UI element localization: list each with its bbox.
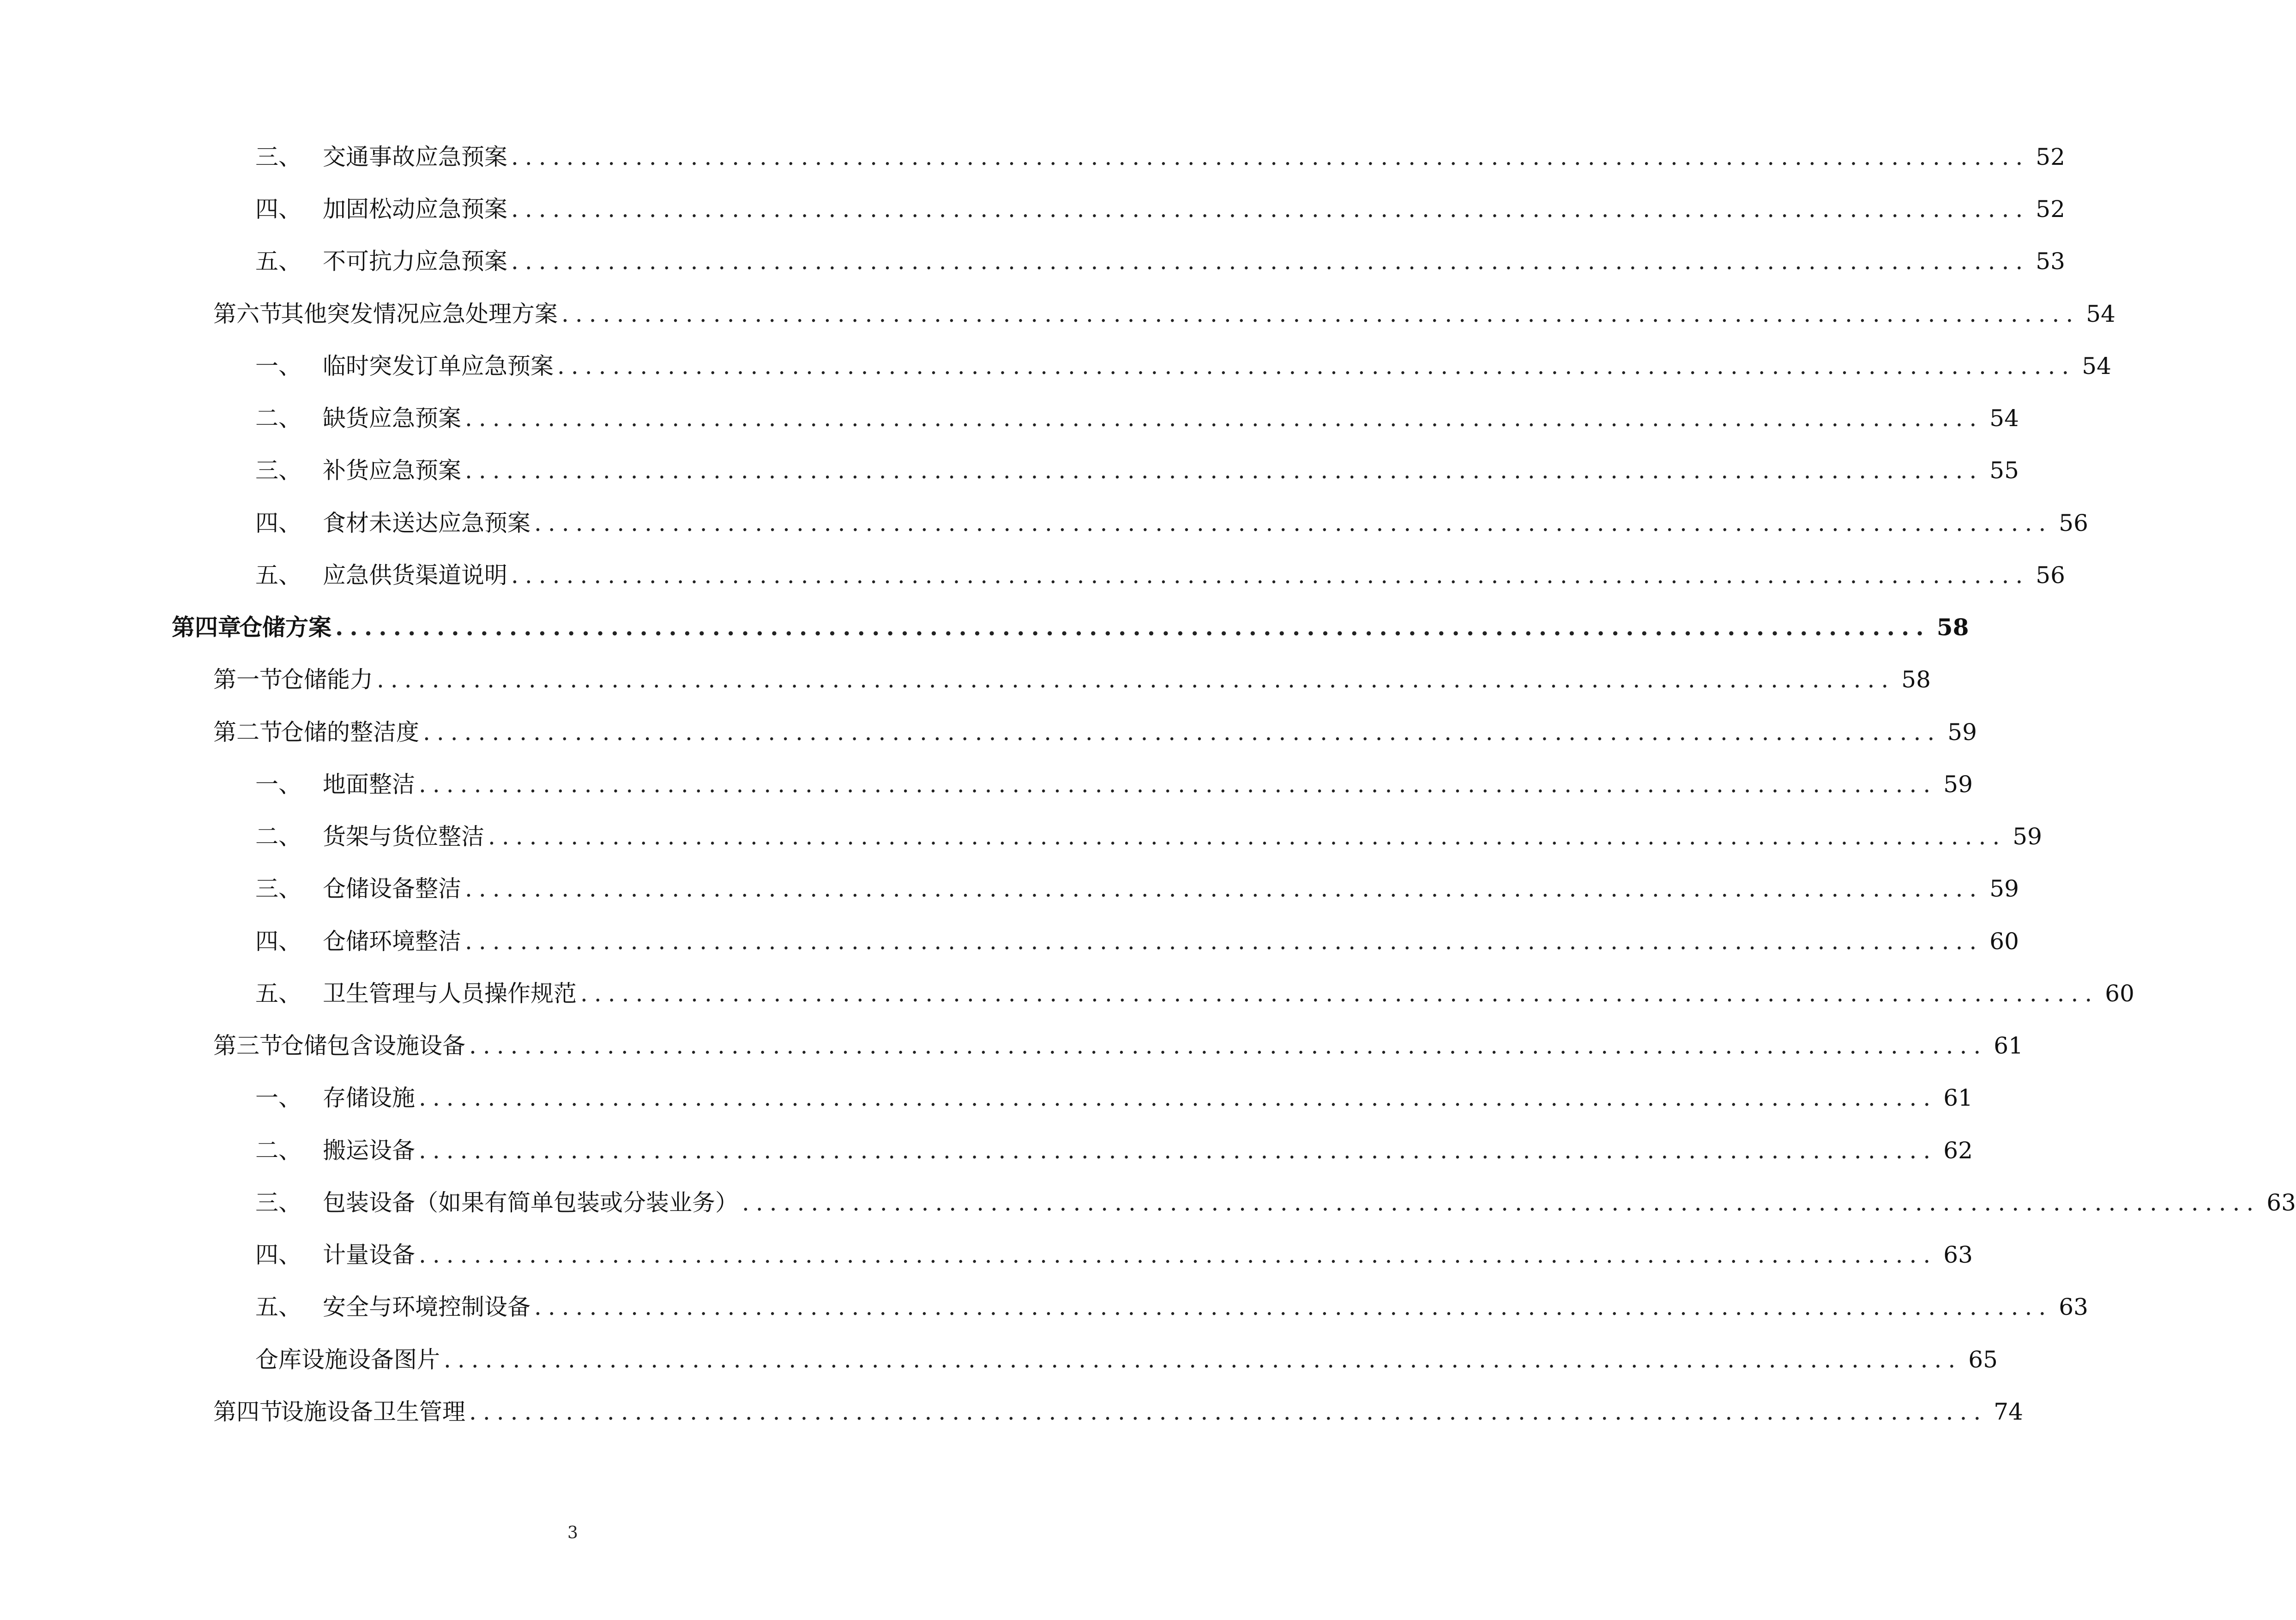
toc-entry-page: 54: [2082, 353, 2111, 379]
toc-entry-number: 第四节: [213, 1398, 283, 1425]
toc-entry-number: 一、: [255, 1084, 301, 1111]
toc-entry[interactable]: [255, 923, 2019, 960]
toc-entry-number: 二、: [255, 405, 301, 432]
toc-entry[interactable]: [213, 661, 1931, 698]
toc-dot-leader: ..............................................................................................................: [465, 405, 1983, 432]
toc-entry-page: 60: [1989, 928, 2019, 955]
toc-entry-number: 五、: [255, 980, 301, 1007]
toc-entry-title: 仓储能力: [281, 666, 373, 693]
toc-entry-title: 安全与环境控制设备: [323, 1294, 530, 1320]
toc-entry-number: 五、: [255, 562, 301, 589]
toc-entry-title: 包装设备（如果有简单包装或分装业务）: [323, 1189, 738, 1216]
toc-entry[interactable]: [255, 1132, 1973, 1169]
toc-entry-page: 63: [1943, 1241, 1973, 1268]
toc-dot-leader: ..............................................................................................................: [488, 823, 2007, 850]
toc-entry-page: 61: [1994, 1032, 2023, 1059]
toc-dot-leader: ..............................................................................................................: [377, 666, 1895, 693]
toc-entry-title: 卫生管理与人员操作规范: [323, 980, 577, 1007]
toc-dot-leader: ..............................................................................................................: [419, 1084, 1937, 1111]
toc-entry-page: 59: [1989, 875, 2019, 902]
toc-entry-title: 计量设备: [323, 1241, 415, 1268]
toc-entry[interactable]: [213, 1027, 2023, 1064]
toc-entry-title: 交通事故应急预案: [323, 144, 507, 170]
toc-entry[interactable]: [255, 818, 2042, 855]
toc-dot-leader: ..............................................................................................................: [511, 144, 2030, 170]
toc-entry-title: 仓储设备整洁: [323, 875, 461, 902]
toc-entry[interactable]: [213, 1393, 2023, 1430]
toc-dot-leader: ..............................................................................................................: [419, 771, 1937, 798]
toc-entry-title: 地面整洁: [323, 771, 415, 798]
toc-entry[interactable]: [255, 243, 2065, 280]
toc-entry-page: 61: [1943, 1084, 1973, 1111]
toc-entry-title: 仓库设施设备图片: [255, 1346, 440, 1373]
toc-entry[interactable]: [255, 400, 2019, 437]
toc-entry-number: 四、: [255, 196, 301, 223]
toc-entry[interactable]: [255, 1341, 1998, 1378]
toc-dot-leader: ..............................................................................................................: [335, 614, 1930, 641]
toc-dot-leader: ..............................................................................................................: [465, 457, 1983, 484]
toc-entry-number: 二、: [255, 1137, 301, 1164]
toc-dot-leader: ..............................................................................................................: [465, 875, 1983, 902]
toc-entry-title: 货架与货位整洁: [323, 823, 484, 850]
toc-entry-page: 59: [1947, 719, 1977, 746]
toc-entry-title: 临时突发订单应急预案: [323, 353, 554, 379]
toc-entry-title: 存储设施: [323, 1084, 415, 1111]
toc-dot-leader: ..............................................................................................................: [444, 1346, 1962, 1373]
toc-entry-page: 65: [1968, 1346, 1998, 1373]
toc-entry-title: 搬运设备: [323, 1137, 415, 1164]
toc-dot-leader: ..............................................................................................................: [511, 562, 2030, 589]
toc-dot-leader: ..............................................................................................................: [511, 248, 2030, 275]
toc-entry-title: 不可抗力应急预案: [323, 248, 507, 275]
toc-dot-leader: ..............................................................................................................: [469, 1398, 1988, 1425]
toc-entry-title: 应急供货渠道说明: [323, 562, 507, 589]
toc-entry-number: 第三节: [213, 1032, 283, 1059]
toc-entry[interactable]: [255, 557, 2065, 594]
toc-entry-page: 52: [2036, 196, 2065, 223]
toc-entry[interactable]: [255, 1079, 1973, 1116]
toc-entry-page: 59: [1943, 771, 1973, 798]
toc-entry-page: 56: [2036, 562, 2065, 589]
toc-entry-title: 加固松动应急预案: [323, 196, 507, 223]
toc-entry-number: 五、: [255, 1294, 301, 1320]
toc-dot-leader: ..............................................................................................................: [469, 1032, 1988, 1059]
toc-dot-leader: ..............................................................................................................: [465, 928, 1983, 955]
toc-entry[interactable]: [213, 295, 2115, 332]
toc-entry-page: 56: [2059, 510, 2088, 536]
toc-entry-page: 55: [1989, 457, 2019, 484]
toc-entry-title: 设施设备卫生管理: [281, 1398, 465, 1425]
toc-entry-chapter[interactable]: [172, 609, 1969, 646]
toc-entry-page: 62: [1943, 1137, 1973, 1164]
toc-entry-number: 第六节: [213, 301, 283, 327]
toc-entry-title: 缺货应急预案: [323, 405, 461, 432]
toc-entry-number: 三、: [255, 1189, 301, 1216]
toc-entry-number: 第二节: [213, 719, 283, 746]
toc-entry-number: 一、: [255, 771, 301, 798]
toc-entry-page: 53: [2036, 248, 2065, 275]
toc-entry-number: 第四章: [172, 614, 241, 641]
toc-entry-number: 四、: [255, 928, 301, 955]
toc-entry-number: 二、: [255, 823, 301, 850]
toc-entry[interactable]: [255, 505, 2088, 542]
toc-entry-title: 仓储环境整洁: [323, 928, 461, 955]
toc-entry-number: 三、: [255, 457, 301, 484]
toc-entry-page: 74: [1994, 1398, 2023, 1425]
toc-entry[interactable]: [255, 452, 2019, 489]
toc-entry-page: 59: [2013, 823, 2042, 850]
toc-entry[interactable]: [255, 1184, 2296, 1221]
toc-entry-number: 第一节: [213, 666, 283, 693]
toc-entry-title: 补货应急预案: [323, 457, 461, 484]
toc-entry-title: 食材未送达应急预案: [323, 510, 530, 536]
toc-entry-title: 仓储方案: [239, 614, 331, 641]
toc-entry-number: 一、: [255, 353, 301, 379]
toc-dot-leader: ..............................................................................................................: [534, 1294, 2053, 1320]
toc-entry[interactable]: [255, 191, 2065, 228]
toc-entry-page: 63: [2059, 1294, 2088, 1320]
toc-entry[interactable]: [255, 139, 2065, 175]
toc-dot-leader: ..............................................................................................................: [534, 510, 2053, 536]
toc-entry-number: 四、: [255, 1241, 301, 1268]
toc-entry[interactable]: [255, 870, 2019, 907]
toc-dot-leader: ..............................................................................................................: [557, 353, 2076, 379]
page-number: 3: [567, 1524, 578, 1542]
toc-dot-leader: ..............................................................................................................: [511, 196, 2030, 223]
toc-entry-page: 52: [2036, 144, 2065, 170]
toc-entry[interactable]: [255, 975, 2134, 1012]
toc-entry[interactable]: [255, 348, 2111, 385]
toc-entry-page: 63: [2266, 1189, 2296, 1216]
toc-dot-leader: ..............................................................................................................: [742, 1189, 2260, 1216]
toc-entry[interactable]: [255, 1289, 2088, 1325]
toc-dot-leader: ..............................................................................................................: [419, 1137, 1937, 1164]
toc-entry-number: 五、: [255, 248, 301, 275]
toc-entry[interactable]: [255, 1236, 1973, 1273]
toc-entry-page: 54: [1989, 405, 2019, 432]
toc-dot-leader: ..............................................................................................................: [580, 980, 2099, 1007]
toc-entry-title: 其他突发情况应急处理方案: [281, 301, 558, 327]
toc-entry-page: 58: [1901, 666, 1931, 693]
toc-entry[interactable]: [255, 766, 1973, 803]
toc-dot-leader: ..............................................................................................................: [561, 301, 2080, 327]
toc-dot-leader: ..............................................................................................................: [423, 719, 1941, 746]
toc-entry-title: 仓储的整洁度: [281, 719, 419, 746]
toc-dot-leader: ..............................................................................................................: [419, 1241, 1937, 1268]
toc-entry-title: 仓储包含设施设备: [281, 1032, 465, 1059]
toc-entry-number: 四、: [255, 510, 301, 536]
toc-entry-page: 58: [1936, 614, 1969, 641]
toc-entry-number: 三、: [255, 875, 301, 902]
toc-entry-number: 三、: [255, 144, 301, 170]
toc-entry-page: 54: [2086, 301, 2115, 327]
toc-entry-page: 60: [2105, 980, 2134, 1007]
toc-entry[interactable]: [213, 714, 1977, 751]
